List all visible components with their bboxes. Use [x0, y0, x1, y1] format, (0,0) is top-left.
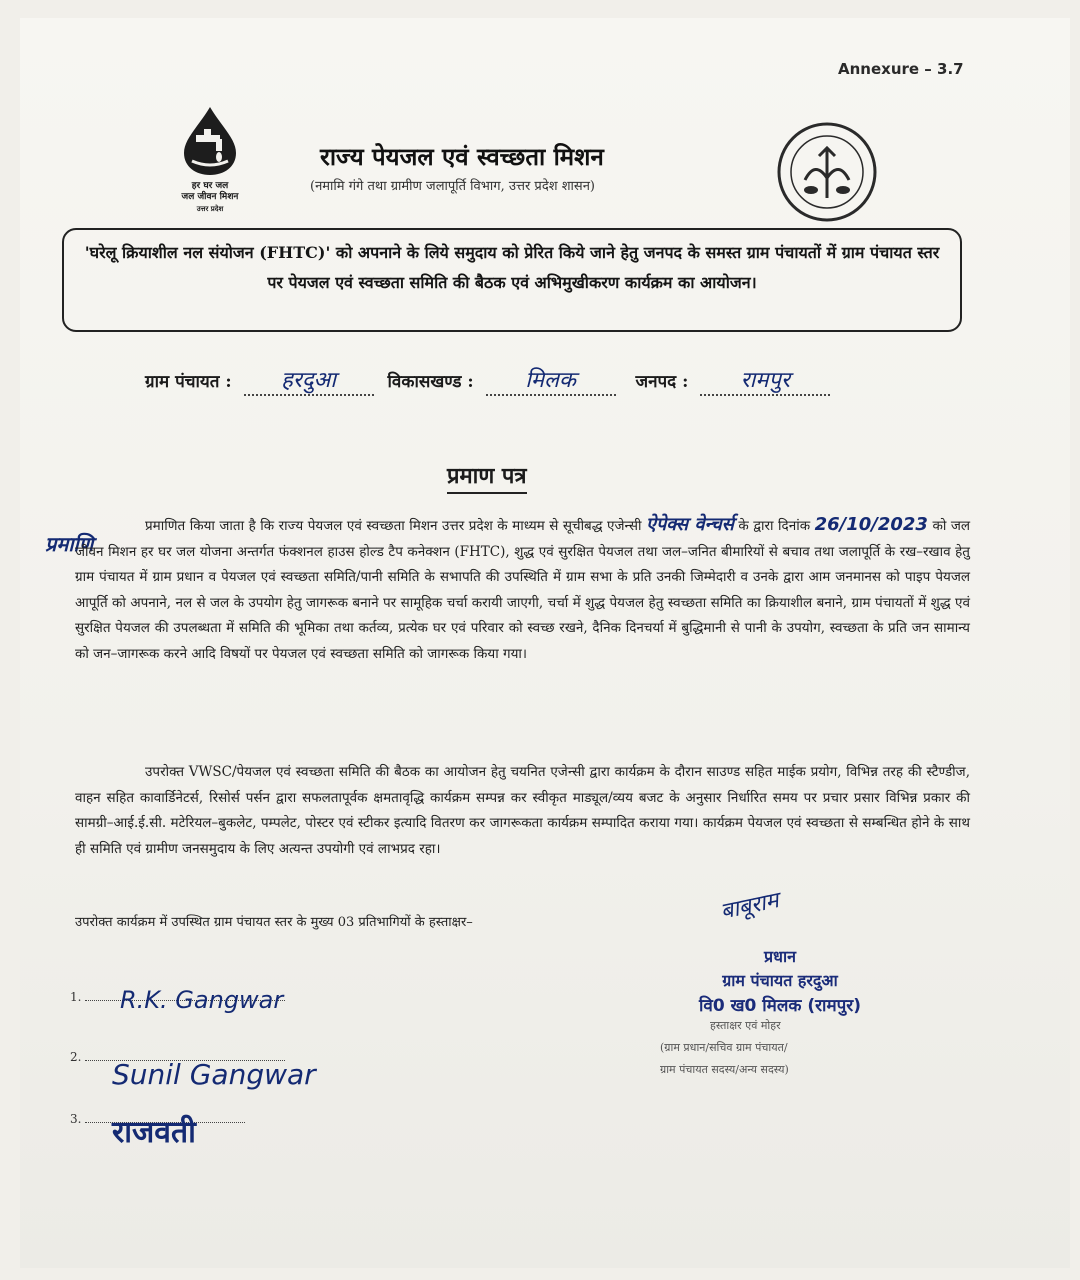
gram-panchayat-label: ग्राम पंचायत : — [145, 372, 232, 392]
signature-footer — [660, 1015, 900, 1081]
mission-title: राज्य पेयजल एवं स्वच्छता मिशन — [320, 142, 604, 171]
logo-caption-2: जल जीवन मिशन — [181, 192, 239, 202]
vikas-khand-label: विकासखण्ड : — [387, 372, 474, 392]
program-date: 26/10/2023 — [814, 514, 928, 535]
footer-line-2: (ग्राम प्रधान/सचिव ग्राम पंचायत/ — [660, 1041, 788, 1054]
paragraph-1-part-a: प्रमाणित किया जाता है कि राज्य पेयजल एवं स्वच्छता मिशन उत्तर प्रदेश के माध्यम से सूचीबद्ध एजेन्सी — [145, 518, 642, 534]
location-fields — [145, 364, 830, 396]
mission-subtitle: (नमामि गंगे तथा ग्रामीण जलापूर्ति विभाग, उत्तर प्रदेश शासन) — [310, 179, 595, 194]
certificate-paragraph-2: उपरोक्त VWSC/पेयजल एवं स्वच्छता समिति की बैठक का आयोजन हेतु चयनित एजेन्सी द्वारा कार्यक्रम के दौरान साउण्ड सहित माईक प्रयोग, विभिन्न तरह की स्टैण्डीज, वाहन सहित कावार्डिनेटर्स, रिसोर्स पर्सन द्वारा सफलतापूर्वक क्षमतावृद्धि कार्यक्रम सम्पन्न कर स्वीकृत माड्यूल/व्यय बजट के अनुसार निर्धारित समय पर प्रचार प्रसार विभिन्न प्रकार की सामग्री–आई.ई.सी. मटेरियल–बुकलेट, पम्पलेट, पोस्टर एवं स्टीकर इत्यादि वितरण कर जागरूकता कार्यक्रम सम्पादित कराया गया। कार्यक्रम पेयजल एवं स्वच्छता से सम्बन्धित होने के साथ ही समिति एवं ग्रामीण जनसमुदाय के लिए अत्यन्त उपयोगी एवं लाभप्रद रहा। — [75, 764, 971, 857]
janpad-value: रामपुर — [700, 364, 830, 396]
up-government-emblem — [775, 120, 880, 225]
paragraph-1-part-c: को जल जीवन मिशन हर घर जल योजना अन्तर्गत फंक्शनल हाउस होल्ड टैप कनेक्शन (FHTC), शुद्ध एवं सुरक्षित पेयजल तथा जल–जनित बीमारियों से बचाव तथा जलापूर्ति के रख–रखाव हेतु ग्राम पंचायत में ग्राम प्रधान व पेयजल एवं स्वच्छता समिति/पानी समिति के सभापति की उपस्थिति में ग्राम सभा के प्रति उनकी जिम्मेदारी व उनके द्वारा आम जनमानस को पाइप पेयजल आपूर्ति को अपनाने, नल से जल के उपयोग हेतु जागरूक बनाने पर सामूहिक चर्चा करायी जाएगी, चर्चा में शुद्ध पेयजल हेतु स्वच्छता समिति का क्रियाशील बनाने, ग्राम पंचायतों में शुद्ध एवं सुरक्षित पेयजल की उपलब्धता में समिति की भूमिका तथा कर्तव्य, प्रत्येक घर एवं परिवार को स्वच्छ रखने, दैनिक दिनचर्या में बुद्धिमानी से पानी के उपयोग, स्वच्छता के प्रति जन सामान्य को जन–जागरूक करने आदि विषयों पर पेयजल एवं स्वच्छता समिति को जागरूक किया गया। — [75, 518, 971, 662]
logo-caption-1: हर घर जल — [191, 181, 229, 191]
handwritten-margin-note: प्रमाणि — [45, 532, 94, 556]
signature-2: Sunil Gangwar — [112, 1058, 316, 1091]
signature-3: राजवती — [112, 1115, 196, 1150]
stamp-line-1: प्रधान — [764, 947, 796, 966]
signature-row-2: 2. — [70, 1050, 285, 1064]
logo-caption-3: उत्तर प्रदेश — [196, 204, 224, 213]
participants-intro: उपरोक्त कार्यक्रम में उपस्थित ग्राम पंचायत स्तर के मुख्य 03 प्रतिभागियों के हस्ताक्षर– — [75, 915, 473, 930]
program-title-box: 'घरेलू क्रियाशील नल संयोजन (FHTC)' को अपनाने के लिये समुदाय को प्रेरित किये जाने हेतु जनपद के समस्त ग्राम पंचायतों में ग्राम पंचायत स्तर पर पेयजल एवं स्वच्छता समिति की बैठक एवं अभिमुखीकरण कार्यक्रम का आयोजन। — [62, 228, 962, 332]
pradhan-signature: बाबूराम — [718, 888, 781, 925]
agency-name: ऐपेक्स वेन्चर्स — [646, 514, 734, 535]
janpad-label: जनपद : — [635, 372, 689, 392]
pradhan-stamp — [680, 945, 880, 1016]
gram-panchayat-value: हरदुआ — [244, 364, 374, 396]
signature-1: R.K. Gangwar — [120, 986, 284, 1014]
uttar-pradesh-emblem-icon — [775, 120, 880, 225]
stamp-line-2: ग्राम पंचायत हरदुआ — [722, 971, 838, 990]
annexure-label: Annexure – 3.7 — [838, 60, 964, 78]
paragraph-1-part-b: के द्वारा दिनांक — [738, 518, 811, 534]
certificate-heading: प्रमाण पत्र — [447, 460, 527, 494]
footer-line-3: ग्राम पंचायत सदस्य/अन्य सदस्य) — [660, 1063, 789, 1076]
signature-row-3: 3. — [70, 1112, 245, 1126]
stamp-line-3: वि0 ख0 मिलक (रामपुर) — [699, 996, 861, 1016]
water-drop-tap-icon — [178, 105, 242, 177]
signature-row-1: 1. — [70, 990, 285, 1004]
footer-line-1: हस्ताक्षर एवं मोहर — [710, 1019, 781, 1032]
certificate-paragraph-1 — [75, 512, 970, 667]
jal-jeevan-mission-logo — [160, 105, 260, 215]
vikas-khand-value: मिलक — [486, 364, 616, 396]
